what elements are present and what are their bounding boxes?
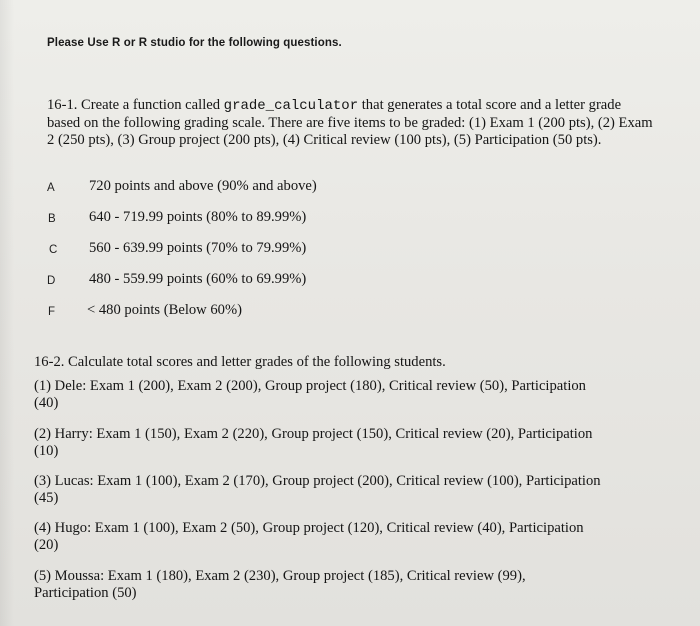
grade-letter: F (48, 306, 56, 318)
question-16-1 (47, 97, 657, 149)
student-line: (45) (34, 490, 59, 506)
grade-letter: A (47, 182, 55, 194)
grade-description: 480 - 559.99 points (60% to 69.99%) (89, 271, 307, 287)
grade-letter: C (49, 244, 58, 256)
student-entry (34, 473, 674, 507)
student-entry (34, 520, 674, 554)
student-line: (40) (34, 395, 59, 411)
page-shadow (0, 0, 14, 626)
instruction-text: Please Use R or R studio for the following questions. (47, 37, 342, 49)
grade-letter: B (48, 213, 56, 225)
q1-suffix: that generates a total score and a letter grade based on the following grading scale. There are five items to be graded: (1) Exam 1 (200 pts), (2) Exam 2 (250 pts), (3) Group project (200 pts), (4) Critical review (100 pts), (5) Participation (50 pts). (47, 97, 653, 148)
student-entry (34, 426, 674, 460)
student-line: (10) (34, 443, 59, 459)
student-line: (4) Hugo: Exam 1 (100), Exam 2 (50), Group project (120), Critical review (40), Participation (34, 520, 584, 536)
student-line: (20) (34, 537, 59, 553)
grade-description: 560 - 639.99 points (70% to 79.99%) (89, 240, 307, 256)
grade-letter: D (47, 275, 56, 287)
grade-description: 640 - 719.99 points (80% to 89.99%) (89, 209, 307, 225)
function-name: grade_calculator (223, 98, 359, 114)
student-line: (2) Harry: Exam 1 (150), Exam 2 (220), Group project (150), Critical review (20), Participation (34, 426, 593, 442)
grade-description: < 480 points (Below 60%) (87, 302, 242, 318)
grade-description: 720 points and above (90% and above) (89, 178, 317, 194)
student-line: Participation (50) (34, 585, 137, 601)
student-entry (34, 568, 674, 602)
q1-prefix: 16-1. Create a function called (47, 97, 224, 113)
student-line: (3) Lucas: Exam 1 (100), Exam 2 (170), Group project (200), Critical review (100), Participation (34, 473, 601, 489)
question-16-2-title: 16-2. Calculate total scores and letter grades of the following students. (34, 354, 446, 370)
student-line: (5) Moussa: Exam 1 (180), Exam 2 (230), Group project (185), Critical review (99), (34, 568, 526, 584)
student-entry (34, 378, 674, 412)
student-line: (1) Dele: Exam 1 (200), Exam 2 (200), Group project (180), Critical review (50), Participation (34, 378, 586, 394)
